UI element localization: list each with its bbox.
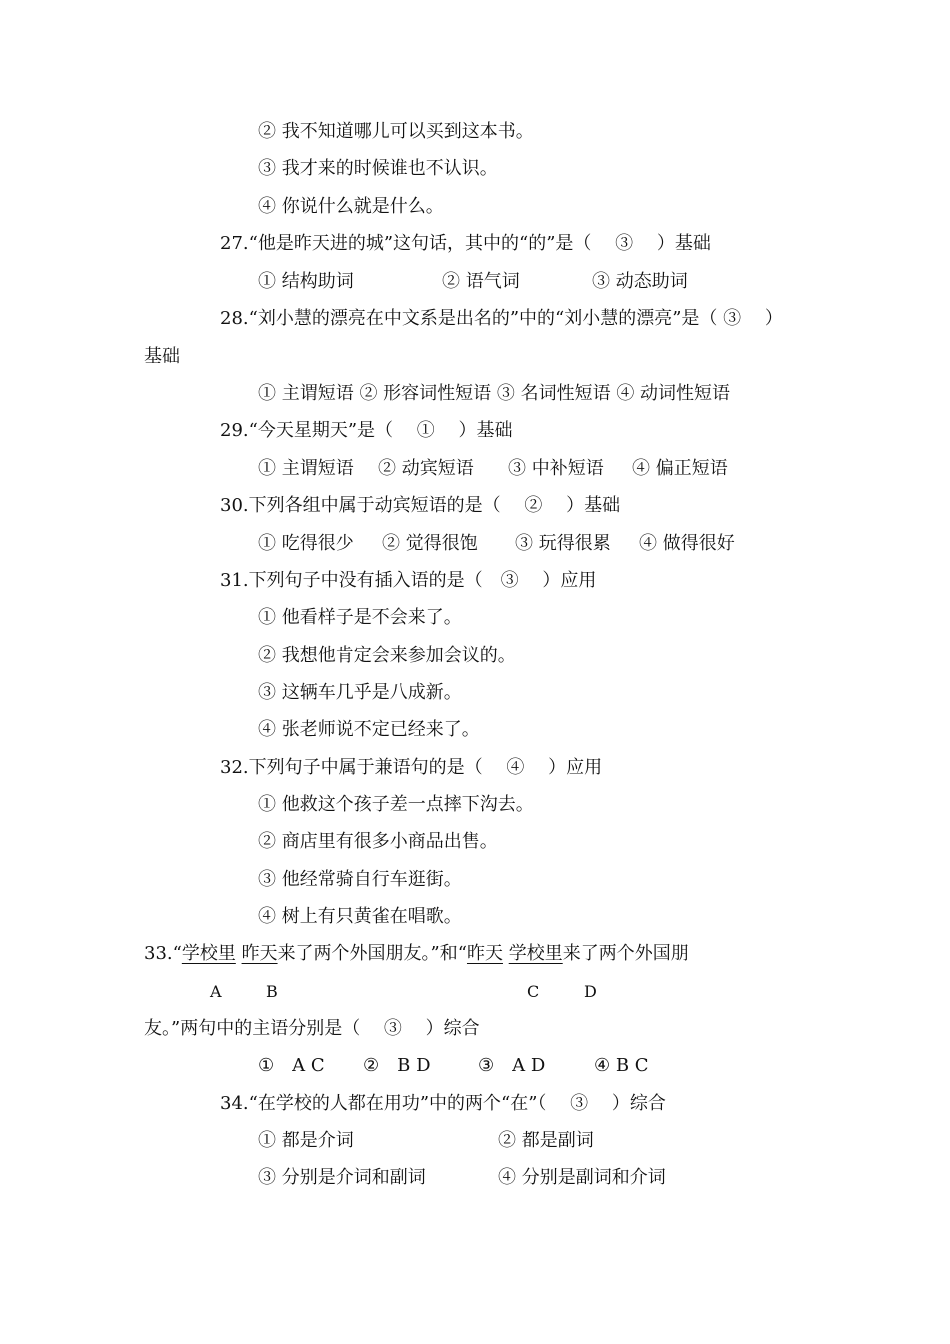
option: ① 吃得很少 [258, 533, 354, 554]
option: ① 都是介词 [258, 1130, 354, 1151]
label-a: A [210, 982, 222, 1001]
question-27: 27.“他是昨天进的城”这句话，其中的“的”是（ ③ ）基础 [220, 233, 711, 254]
option: ④ 偏正短语 [632, 458, 728, 479]
option-line: ④ 张老师说不定已经来了。 [258, 719, 480, 740]
option-line: ② 商店里有很多小商品出售。 [258, 831, 498, 852]
options-30 [258, 532, 735, 556]
question-29: 29.“今天星期天”是（ ① ）基础 [220, 420, 513, 441]
label-d: D [584, 982, 597, 1001]
option: ② 都是副词 [498, 1130, 594, 1151]
option-line: ① 他看样子是不会来了。 [258, 607, 462, 628]
option: ② 动宾短语 [378, 458, 474, 479]
underlined-phrase-a: 学校里 [181, 943, 236, 964]
option: ① A C [258, 1055, 325, 1076]
underlined-phrase-b: 昨天 [241, 943, 278, 964]
option-line: ③ 这辆车几乎是八成新。 [258, 682, 462, 703]
options-28: ① 主谓短语 ② 形容词性短语 ③ 名词性短语 ④ 动词性短语 [258, 383, 731, 404]
text: 来了两个外国朋友。”和“ [277, 943, 467, 964]
question-31: 31.下列句子中没有插入语的是（ ③ ）应用 [220, 570, 597, 591]
option: ① 主谓短语 [258, 458, 354, 479]
option-line: ① 他救这个孩子差一点摔下沟去。 [258, 794, 534, 815]
option: ④ 分别是副词和介词 [498, 1167, 666, 1188]
option-line: ③ 他经常骑自行车逛街。 [258, 869, 462, 890]
question-34: 34.“在学校的人都在用功”中的两个“在”（ ③ ）综合 [220, 1093, 666, 1114]
option-line: ② 我不知道哪儿可以买到这本书。 [258, 121, 534, 142]
question-30: 30.下列各组中属于动宾短语的是（ ② ）基础 [220, 495, 621, 516]
underlined-phrase-c: 昨天 [466, 943, 503, 964]
option-line: ② 我想他肯定会来参加会议的。 [258, 645, 516, 666]
option: ③ 玩得很累 [515, 533, 611, 554]
option: ④ B C [594, 1055, 649, 1076]
option: ① 结构助词 [258, 271, 354, 292]
underlined-phrase-d: 学校里 [508, 943, 563, 964]
question-28-tag: 基础 [144, 346, 180, 367]
options-34b [258, 1166, 666, 1190]
options-27 [258, 270, 688, 294]
option: ③ 分别是介词和副词 [258, 1167, 426, 1188]
question-28: 28.“刘小慧的漂亮在中文系是出名的”中的“刘小慧的漂亮”是（ ③ ） [220, 308, 783, 329]
option: ② 觉得很饱 [382, 533, 478, 554]
option: ③ 动态助词 [592, 271, 688, 292]
option: ③ A D [478, 1055, 546, 1076]
option-line: ④ 树上有只黄雀在唱歌。 [258, 906, 462, 927]
option-line: ④ 你说什么就是什么。 [258, 196, 444, 217]
option-line: ③ 我才来的时候谁也不认识。 [258, 158, 498, 179]
options-33 [258, 1054, 649, 1078]
label-b: B [266, 982, 278, 1001]
option: ② 语气词 [442, 271, 520, 292]
option: ④ 做得很好 [639, 533, 735, 554]
options-34a [258, 1129, 594, 1153]
question-33-cont: 友。”两句中的主语分别是（ ③ ）综合 [144, 1018, 480, 1039]
options-29 [258, 457, 728, 481]
option: ② B D [363, 1055, 431, 1076]
label-c: C [527, 982, 540, 1001]
text: 来了两个外国朋 [562, 943, 689, 964]
question-33 [144, 942, 689, 966]
text: 33.“ [144, 943, 182, 964]
question-32: 32.下列句子中属于兼语句的是（ ④ ）应用 [220, 757, 603, 778]
option: ③ 中补短语 [508, 458, 604, 479]
